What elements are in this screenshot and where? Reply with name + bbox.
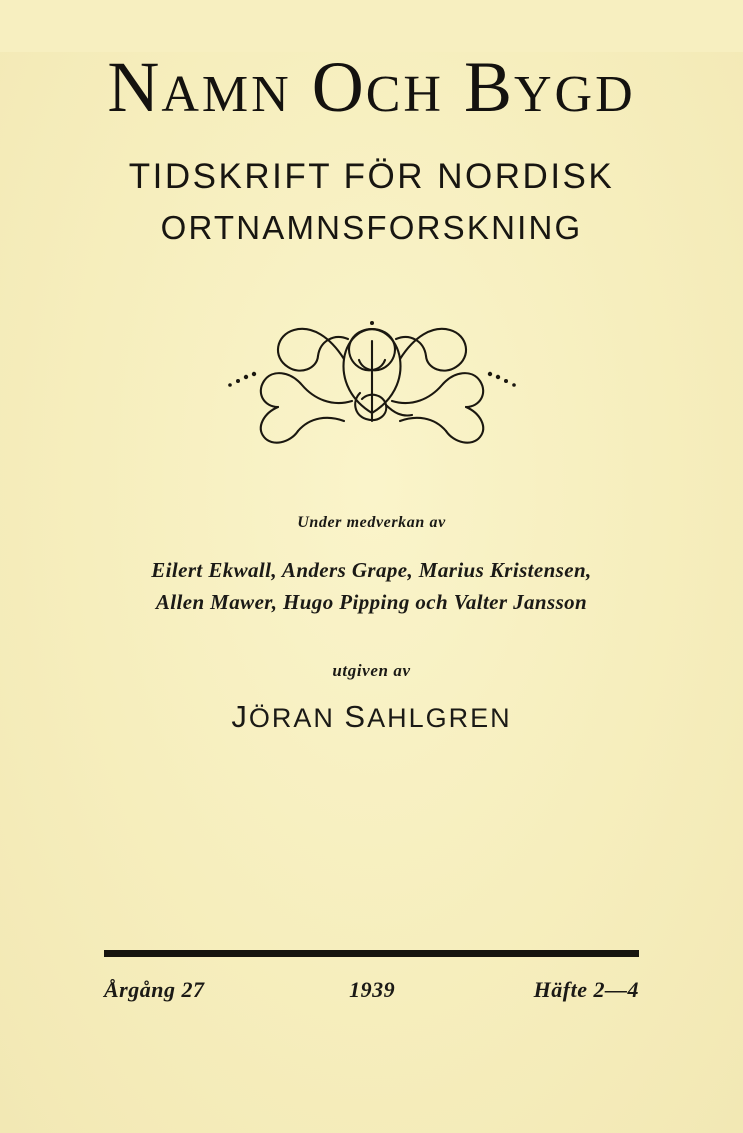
title-block	[0, 47, 743, 247]
page-title	[0, 47, 743, 127]
published-label: utgiven av	[332, 660, 411, 680]
subtitle-line-1: TIDSKRIFT FÖR NORDISK	[128, 156, 615, 196]
footer-block	[104, 977, 639, 1003]
title-word-ygd: YGD	[513, 66, 636, 123]
contributors-label: Under medverkan av	[297, 513, 446, 531]
contributors-list	[0, 554, 743, 619]
editor-last-initial: S	[344, 698, 368, 734]
subtitle-line-2: ORTNAMNSFORSKNING	[160, 208, 583, 246]
title-letter-n: N	[107, 47, 162, 127]
title-letter-o: O	[311, 47, 366, 127]
editor-name	[0, 699, 743, 735]
editor-last-rest: AHLGREN	[367, 702, 512, 733]
contributors-line-2: Allen Mawer, Hugo Pipping och Valter Jansson	[155, 590, 588, 615]
year-label: 1939	[349, 977, 396, 1002]
title-letter-b: B	[463, 47, 514, 127]
credits-block	[0, 514, 743, 735]
contributors-line-1: Eilert Ekwall, Anders Grape, Marius Kristensen,	[151, 557, 592, 582]
footer-divider	[104, 950, 639, 957]
floral-monogram-ornament	[202, 281, 542, 456]
editor-first-rest: ÖRAN	[248, 702, 335, 733]
title-word-amn: AMN	[161, 66, 292, 123]
issue-label: Häfte 2—4	[533, 977, 639, 1002]
ornament-block	[0, 281, 743, 456]
journal-cover-page	[0, 47, 743, 1133]
title-word-ch: CH	[365, 66, 444, 123]
volume-label: Årgång 27	[104, 977, 205, 1002]
editor-first-initial: J	[231, 698, 249, 734]
